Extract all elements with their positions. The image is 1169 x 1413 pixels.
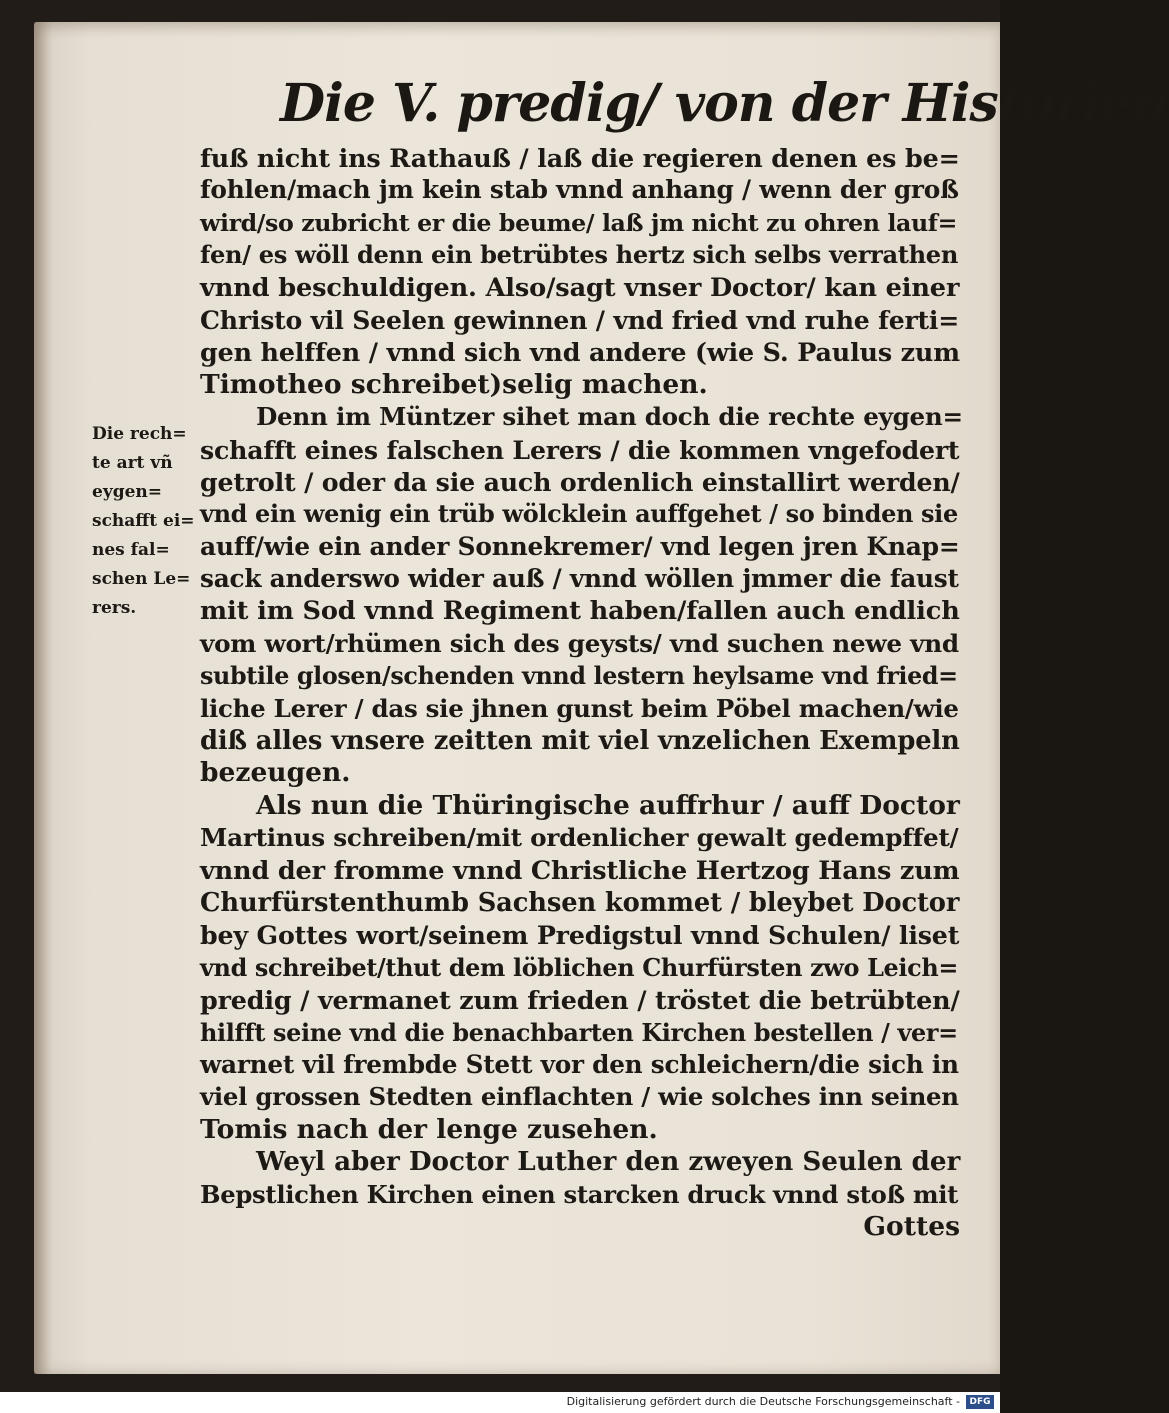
text-line: Bepstlichen Kirchen einen starcken druck vnnd stoß mit xyxy=(200,1179,959,1209)
gloss-line: te art vñ xyxy=(92,453,173,473)
gloss-line: schen Le= xyxy=(92,569,191,589)
text-line: hilfft seine vnd die benachbarten Kirchen bestellen / ver= xyxy=(200,1018,958,1047)
text-line: warnet vil frembde Stett vor den schleichern/die sich in xyxy=(200,1049,959,1079)
text-line: vnnd beschuldigen. Also/sagt vnser Doctor/ kan einer xyxy=(200,272,960,303)
text-line: Churfürstenthumb Sachsen kommet / bleybet Doctor xyxy=(200,887,960,918)
text-line: diß alles vnsere zeitten mit viel vnzelichen Exempeln xyxy=(200,726,960,757)
text-line: Tomis nach der lenge zusehen. xyxy=(200,1113,658,1145)
body-text xyxy=(200,142,963,1243)
text-line: vnd ein wenig ein trüb wölcklein auffgehet / so binden sie xyxy=(200,499,958,529)
running-head: Die V. predig/ von der Historien xyxy=(280,73,1169,134)
text-line: Weyl aber Doctor Luther den zweyen Seulen der xyxy=(256,1146,961,1178)
footer-credit: Digitalisierung gefördert durch die Deutsche Forschungsgemeinschaft - xyxy=(566,1395,960,1408)
gloss-line: nes fal= xyxy=(92,540,170,560)
text-line: schafft eines falschen Lerers / die kommen vngefodert xyxy=(200,434,960,465)
text-line: bezeugen. xyxy=(200,757,351,789)
text-line: predig / vermanet zum frieden / tröstet die betrübten/ xyxy=(200,985,960,1016)
text-line: subtile glosen/schenden vnnd lestern heylsame vnd fried= xyxy=(200,662,958,691)
text-line: sack anderswo wider auß / vnnd wöllen jmmer die faust xyxy=(200,564,959,594)
gloss-line: Die rech= xyxy=(92,424,187,444)
text-line: fen/ es wöll denn ein betrübtes hertz sich selbs verrathen xyxy=(200,240,959,270)
text-line: Christo vil Seelen gewinnen / vnd fried vnd ruhe ferti= xyxy=(200,304,960,335)
text-line: gen helffen / vnnd sich vnd andere (wie S. Paulus zum xyxy=(200,337,960,368)
gloss-line: eygen= xyxy=(92,482,163,502)
text-line: getrolt / oder da sie auch ordenlich einstallirt werden/ xyxy=(200,466,960,497)
catchword: Gottes xyxy=(863,1210,960,1242)
gloss-line: schafft ei= xyxy=(92,511,195,531)
text-line: Als nun die Thüringische auffrhur / auff Doctor xyxy=(256,789,960,821)
text-line: Denn im Müntzer sihet man doch die rechte eygen= xyxy=(256,402,963,432)
text-line: fuß nicht ins Rathauß / laß die regieren denen es be= xyxy=(200,143,960,173)
text-line: liche Lerer / das sie jhnen gunst beim Pöbel machen/wie xyxy=(200,693,959,723)
text-line: Timotheo schreibet)selig machen. xyxy=(200,368,708,400)
text-line: vnnd der fromme vnnd Christliche Hertzog Hans zum xyxy=(200,855,960,886)
footer-bar xyxy=(0,1392,1000,1413)
dfg-logo: DFG xyxy=(966,1395,994,1409)
text-line: bey Gottes wort/seinem Predigstul vnnd Schulen/ liset xyxy=(200,920,960,951)
text-line: vnd schreibet/thut dem löblichen Churfürsten zwo Leich= xyxy=(200,953,959,982)
text-line: fohlen/mach jm kein stab vnnd anhang / wenn der groß xyxy=(200,175,959,205)
text-line: mit im Sod vnnd Regiment haben/fallen auch endlich xyxy=(200,596,960,627)
text-line: auff/wie ein ander Sonnekremer/ vnd legen jren Knap= xyxy=(200,531,960,561)
gutter-shadow xyxy=(34,22,52,1374)
text-line: viel grossen Stedten einflachten / wie solches inn seinen xyxy=(200,1082,959,1112)
marginal-gloss xyxy=(92,420,202,623)
text-line: vom wort/rhümen sich des geysts/ vnd suchen newe vnd xyxy=(200,628,959,658)
text-line: Martinus schreiben/mit ordenlicher gewalt gedempffet/ xyxy=(200,823,959,853)
gloss-line: rers. xyxy=(92,598,137,618)
text-line: wird/so zubricht er die beume/ laß jm nicht zu ohren lauf= xyxy=(200,208,958,237)
